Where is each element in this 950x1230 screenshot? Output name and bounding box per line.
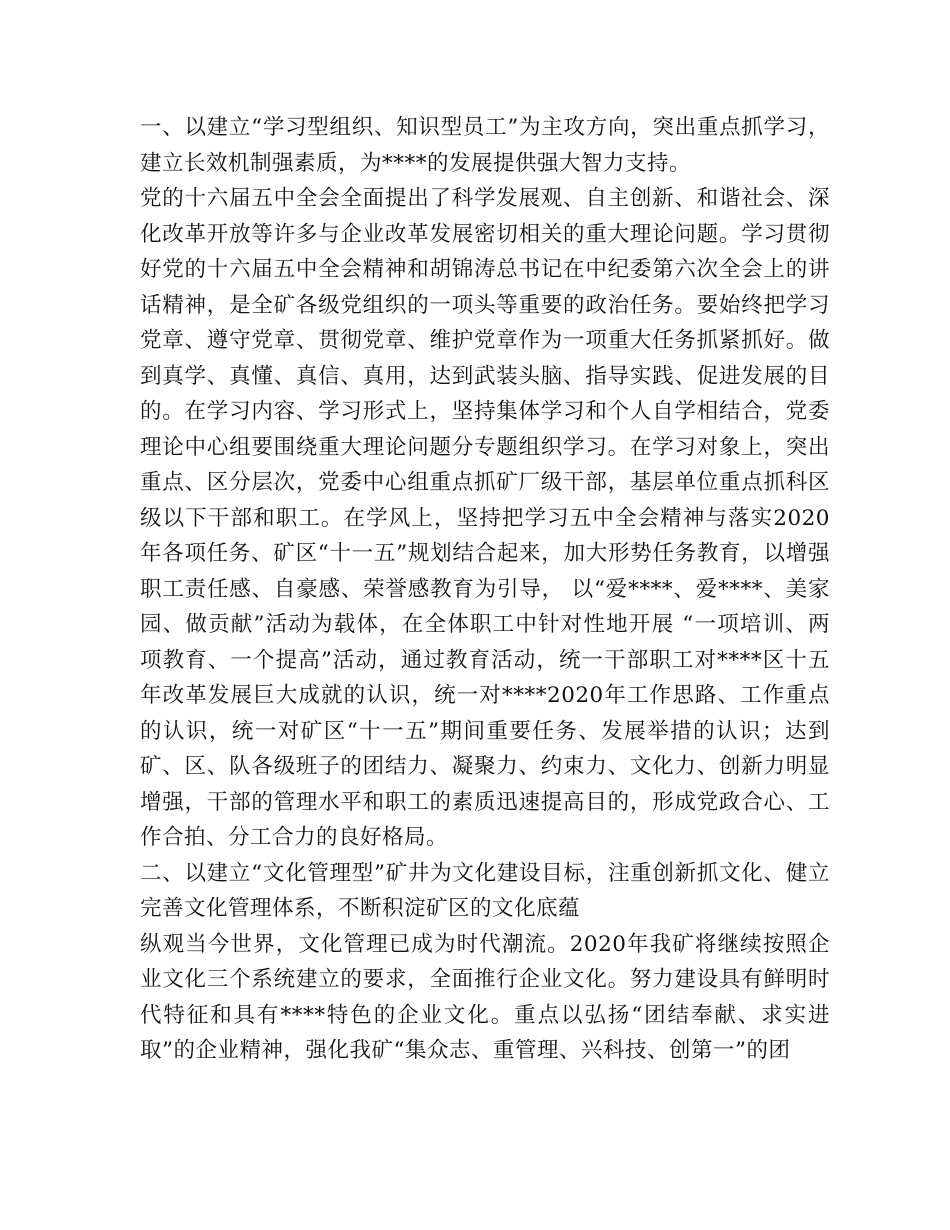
section-heading-1: 一、以建立“学习型组织、知识型员工”为主攻方向，突出重点抓学习，建立长效机制强素质，为****的发展提供强大智力支持。 [140, 115, 830, 176]
body-paragraph-2: 纵观当今世界，文化管理已成为时代潮流。2020年我矿将继续按照企业文化三个系统建立的要求，全面推行企业文化。努力建设具有鲜明时代特征和具有****特色的企业文化。重点以弘扬“团结奉献、求实进取”的企业精神，强化我矿“集众志、重管理、兴科技、创第一”的团 [140, 931, 830, 1063]
document-body [140, 110, 830, 1069]
body-paragraph-1: 党的十六届五中全会全面提出了科学发展观、自主创新、和谐社会、深化改革开放等许多与企业改革发展密切相关的重大理论问题。学习贯彻好党的十六届五中全会精神和胡锦涛总书记在中纪委第六次全会上的讲话精神，是全矿各级党组织的一项头等重要的政治任务。要始终把学习党章、遵守党章、贯彻党章、维护党章作为一项重大任务抓紧抓好。做到真学、真懂、真信、真用，达到武装头脑、指导实践、促进发展的目的。在学习内容、学习形式上，坚持集体学习和个人自学相结合，党委理论中心组要围绕重大理论问题分专题组织学习。在学习对象上，突出重点、区分层次，党委中心组重点抓矿厂级干部，基层单位重点抓科区级以下干部和职工。在学风上，坚持把学习五中全会精神与落实2020年各项任务、矿区“十一五”规划结合起来，加大形势任务教育，以增强职工责任感、自豪感、荣誉感教育为引导， 以“爱****、爱****、美家园、做贡献”活动为载体，在全体职工中针对性地开展 “一项培训、两项教育、一个提高”活动，通过教育活动，统一干部职工对****区十五年改革发展巨大成就的认识，统一对****2020年工作思路、工作重点的认识，统一对矿区“十一五”期间重要任务、发展举措的认识；达到矿、区、队各级班子的团结力、凝聚力、约束力、文化力、创新力明显增强，干部的管理水平和职工的素质迅速提高目的，形成党政合心、工作合拍、分工合力的良好格局。 [140, 186, 830, 850]
section-heading-2: 二、以建立“文化管理型”矿井为文化建设目标，注重创新抓文化、健立完善文化管理体系，不断积淀矿区的文化底蕴 [140, 860, 830, 921]
